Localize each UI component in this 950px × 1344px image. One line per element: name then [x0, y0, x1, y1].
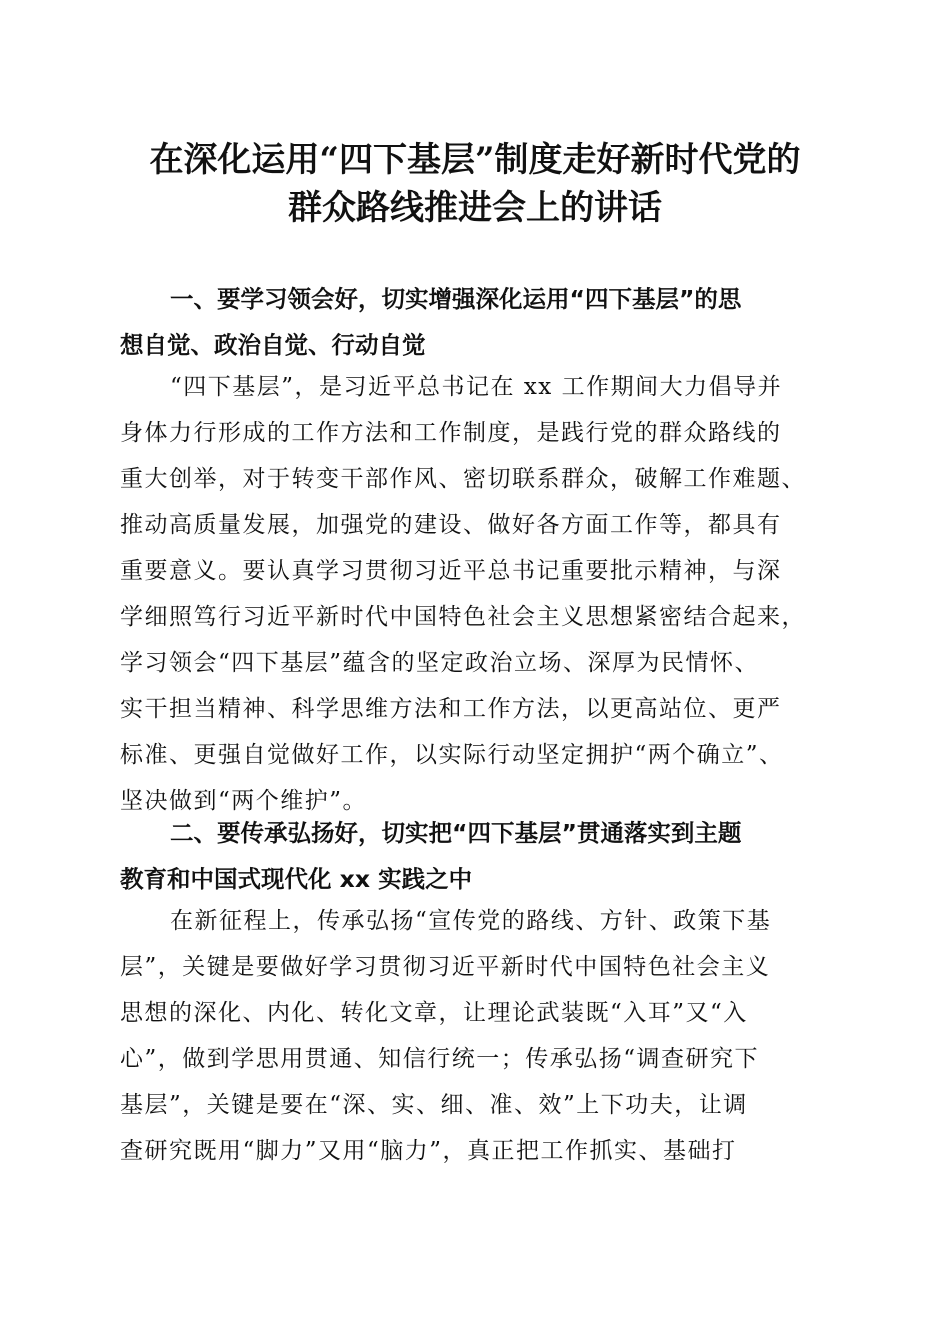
- section-1-heading-line-1: 一、要学习领会好，切实增强深化运用“四下基层”的思: [170, 285, 742, 313]
- section-2-heading-line-2: 教育和中国式现代化 xx 实践之中: [120, 865, 473, 893]
- paragraph-line: 基层”，关键是要在“深、实、细、准、效”上下功夫，让调: [120, 1092, 748, 1118]
- paragraph-line: 重大创举，对于转变干部作风、密切联系群众，破解工作难题、: [120, 466, 806, 492]
- paragraph-line: 心”，做到学思用贯通、知信行统一；传承弘扬“调查研究下: [120, 1046, 760, 1072]
- paragraph-line: 重要意义。要认真学习贯彻习近平总书记重要批示精神，与深: [120, 558, 782, 584]
- section-1-heading-line-2: 想自觉、政治自觉、行动自觉: [120, 331, 426, 359]
- section-1-heading: [120, 276, 840, 368]
- paragraph-line: 学细照笃行习近平新时代中国特色社会主义思想紧密结合起来，: [120, 604, 806, 630]
- document-title-line-2: 群众路线推进会上的讲话: [288, 188, 662, 228]
- section-2-heading: [120, 810, 840, 902]
- paragraph-line: 坚决做到“两个维护”。: [120, 788, 368, 814]
- paragraph-line: 推动高质量发展，加强党的建设、做好各方面工作等，都具有: [120, 512, 782, 538]
- section-1-paragraph: [120, 364, 840, 824]
- paragraph-line: 学习领会“四下基层”蕴含的坚定政治立场、深厚为民情怀、: [120, 650, 760, 676]
- paragraph-line: 查研究既用“脚力”又用“脑力”，真正把工作抓实、基础打: [120, 1138, 737, 1164]
- paragraph-line: 实干担当精神、科学思维方法和工作方法，以更高站位、更严: [120, 696, 782, 722]
- paragraph-line: 身体力行形成的工作方法和工作制度，是践行党的群众路线的: [120, 420, 782, 446]
- paragraph-line: 标准、更强自觉做好工作，以实际行动坚定拥护“两个确立”、: [120, 742, 784, 768]
- section-2-paragraph: [120, 898, 840, 1174]
- section-2-heading-line-1: 二、要传承弘扬好，切实把“四下基层”贯通落实到主题: [170, 819, 742, 847]
- paragraph-line: 在新征程上，传承弘扬“宣传党的路线、方针、政策下基: [170, 908, 772, 934]
- paragraph-line: 层”，关键是要做好学习贯彻习近平新时代中国特色社会主义: [120, 954, 771, 980]
- paragraph-line: “四下基层”，是习近平总书记在 xx 工作期间大力倡导并: [170, 374, 783, 400]
- document-title-line-1: 在深化运用“四下基层”制度走好新时代党的: [149, 140, 801, 180]
- paragraph-line: 思想的深化、内化、转化文章，让理论武装既“入耳”又“入: [120, 1000, 748, 1026]
